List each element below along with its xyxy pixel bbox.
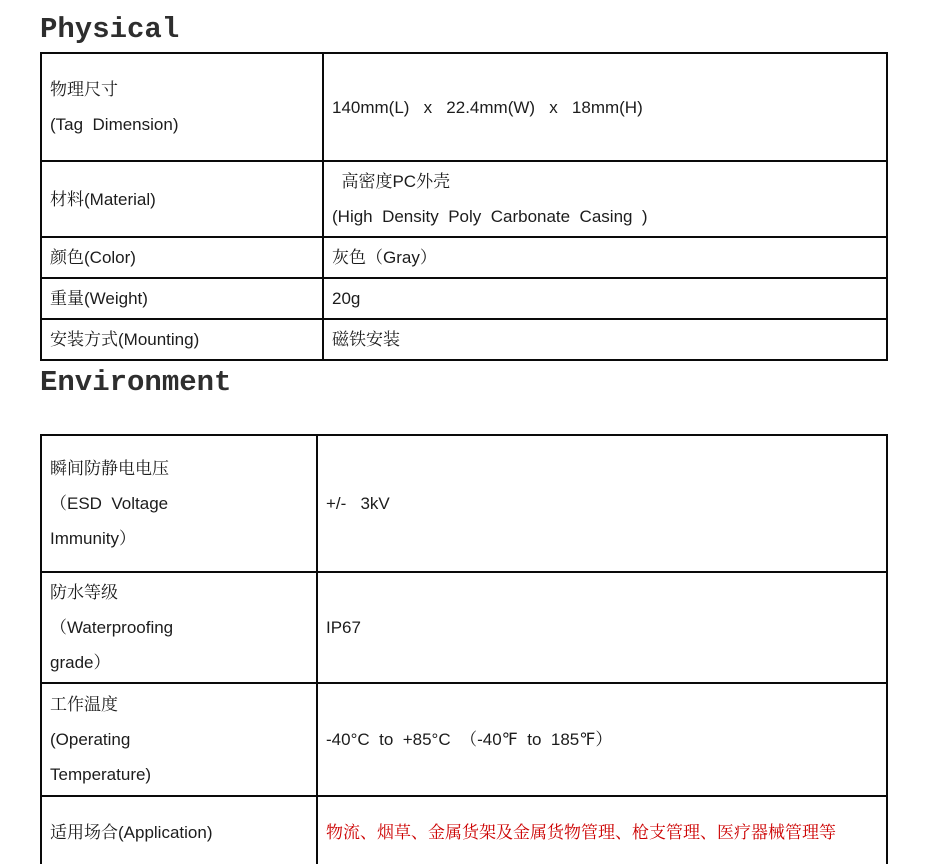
- table-row: [41, 319, 887, 360]
- spec-value-material: [323, 161, 887, 237]
- table-row: [41, 237, 887, 278]
- table-row: [41, 53, 887, 161]
- spec-value-operating-temperature: [317, 683, 887, 796]
- value-line: IP67: [326, 618, 361, 637]
- label-line: 安装方式(Mounting): [50, 330, 200, 349]
- physical-spec-table: [40, 52, 888, 361]
- spec-value-mounting: [323, 319, 887, 360]
- spec-label-weight: [41, 278, 323, 319]
- label-line: 物理尺寸: [50, 80, 118, 99]
- label-line: 重量(Weight): [50, 289, 148, 308]
- environment-spec-table: [40, 434, 888, 864]
- table-row: [41, 161, 887, 237]
- label-line: grade）: [50, 653, 111, 672]
- spec-value-weight: [323, 278, 887, 319]
- spec-value-waterproofing-grade: [317, 572, 887, 683]
- spec-label-material: [41, 161, 323, 237]
- spec-label-tag-dimension: [41, 53, 323, 161]
- spec-label-mounting: [41, 319, 323, 360]
- label-line: Immunity）: [50, 529, 136, 548]
- value-line: 磁铁安装: [332, 330, 400, 349]
- label-line: 材料(Material): [50, 189, 156, 209]
- label-line: (Operating: [50, 730, 131, 749]
- label-line: Temperature): [50, 765, 152, 784]
- value-line: 灰色（Gray）: [332, 248, 437, 267]
- table-row: [41, 435, 887, 572]
- label-line: 工作温度: [50, 695, 118, 714]
- value-line: 物流、烟草、金属货架及金属货物管理、枪支管理、医疗器械管理等: [326, 822, 836, 842]
- spec-value-esd-voltage-immunity: [317, 435, 887, 572]
- label-line: 适用场合(Application): [50, 823, 213, 842]
- label-line: （Waterproofing: [50, 618, 174, 637]
- value-line: -40°C to +85°C （-40℉ to 185℉）: [326, 730, 613, 749]
- label-line: (Tag Dimension): [50, 115, 179, 134]
- spec-value-color: [323, 237, 887, 278]
- table-row: [41, 796, 887, 864]
- table-row: [41, 683, 887, 796]
- label-line: 瞬间防静电电压: [50, 459, 169, 478]
- label-line: （ESD Voltage: [50, 494, 169, 513]
- table-row: [41, 278, 887, 319]
- label-line: 防水等级: [50, 583, 118, 602]
- spec-label-operating-temperature: [41, 683, 317, 796]
- table-row: [41, 572, 887, 683]
- section-title-environment: Environment: [40, 366, 232, 399]
- value-line: 高密度PC外壳: [332, 172, 451, 191]
- spec-label-waterproofing-grade: [41, 572, 317, 683]
- value-line: (High Density Poly Carbonate Casing ): [332, 207, 648, 226]
- value-line: 140mm(L) x 22.4mm(W) x 18mm(H): [332, 97, 643, 117]
- label-line: 颜色(Color): [50, 248, 136, 267]
- value-line: 20g: [332, 289, 361, 308]
- spec-label-esd-voltage-immunity: [41, 435, 317, 572]
- value-line: +/- 3kV: [326, 494, 390, 513]
- spec-value-tag-dimension: [323, 53, 887, 161]
- spec-label-color: [41, 237, 323, 278]
- spec-label-application: [41, 796, 317, 864]
- spec-value-application: [317, 796, 887, 864]
- section-title-physical: Physical: [40, 13, 180, 46]
